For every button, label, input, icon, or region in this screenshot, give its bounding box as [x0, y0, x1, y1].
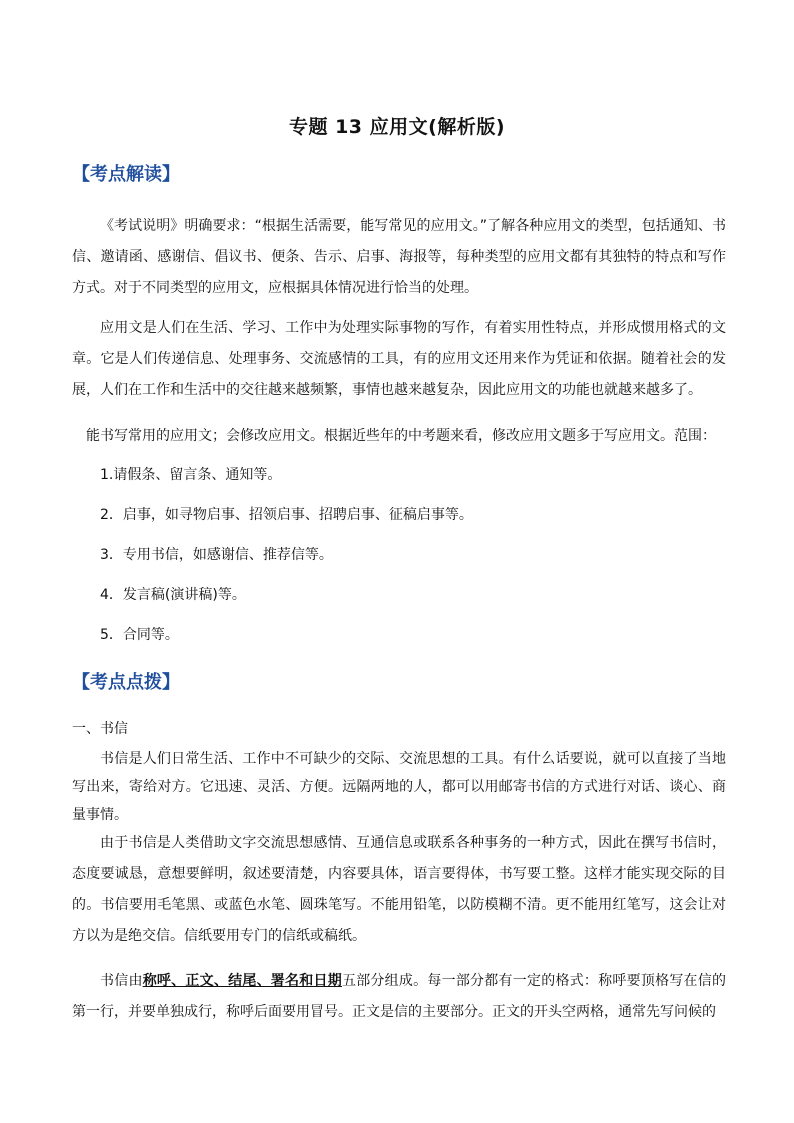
scope-list-item: 3．专用书信，如感谢信、推荐信等。: [100, 547, 333, 563]
scope-list-item: 2．启事，如寻物启事、招领启事、招聘启事、征稿启事等。: [100, 507, 473, 523]
paragraph-letter-structure: [72, 966, 726, 1028]
structure-suffix: 五部分组成。每一部分都有一定的格式：称呼要顶格写在信的第一行，并要单独成行，称呼后面要用冒号。正文是信的主要部分。正文的开头空两格，通常先写问候的: [72, 973, 727, 1020]
scope-list-item: 4．发言稿(演讲稿)等。: [100, 587, 246, 603]
structure-emphasis: 称呼、正文、结尾、署名和日期: [142, 973, 342, 989]
paragraph-scope: 能书写常用的应用文；会修改应用文。根据近些年的中考题来看，修改应用文题多于写应用文。范围：: [86, 428, 716, 444]
paragraph-letter-intro: 书信是人们日常生活、工作中不可缺少的交际、交流思想的工具。有什么话要说，就可以直接了当地写出来，寄给对方。它迅速、灵活、方便。远隔两地的人，都可以用邮寄书信的方式进行对话、谈心、商量事情。: [72, 751, 726, 823]
section-heading-interpretation: 【考点解读】: [72, 164, 180, 185]
subheading-letters: 一、书信: [72, 721, 128, 737]
structure-prefix: 书信由: [100, 973, 143, 989]
section-heading-tips: 【考点点拨】: [72, 672, 180, 693]
paragraph-definition: 应用文是人们在生活、学习、工作中为处理实际事物的写作，有着实用性特点，并形成惯用格式的文章。它是人们传递信息、处理事务、交流感情的工具，有的应用文还用来作为凭证和依据。随着社会的发展，人们在工作和生活中的交往越来越频繁，事情也越来越复杂，因此应用文的功能也就越来越多了。: [72, 320, 726, 398]
paragraph-letter-attitude: 由于书信是人类借助文字交流思想感情、互通信息或联系各种事务的一种方式，因此在撰写书信时，态度要诚恳，意想要鲜明，叙述要清楚，内容要具体，语言要得体，书写要工整。这样才能实现交际的目的。书信要用毛笔黑、或蓝色水笔、圆珠笔写。不能用铅笔，以防模糊不清。更不能用红笔写，这会让对方以为是绝交信。信纸要用专门的信纸或稿纸。: [72, 835, 726, 944]
scope-list-item: 5．合同等。: [100, 627, 179, 643]
scope-list-item: 1.请假条、留言条、通知等。: [100, 467, 282, 483]
page-title: 专题 13 应用文(解析版): [288, 116, 506, 138]
paragraph-exam-requirement: 《考试说明》明确要求：“根据生活需要，能写常见的应用文。”了解各种应用文的类型，包括通知、书信、邀请函、感谢信、倡议书、便条、告示、启事、海报等，每种类型的应用文都有其独特的特点和写作方式。对于不同类型的应用文，应根据具体情况进行恰当的处理。: [72, 218, 726, 296]
